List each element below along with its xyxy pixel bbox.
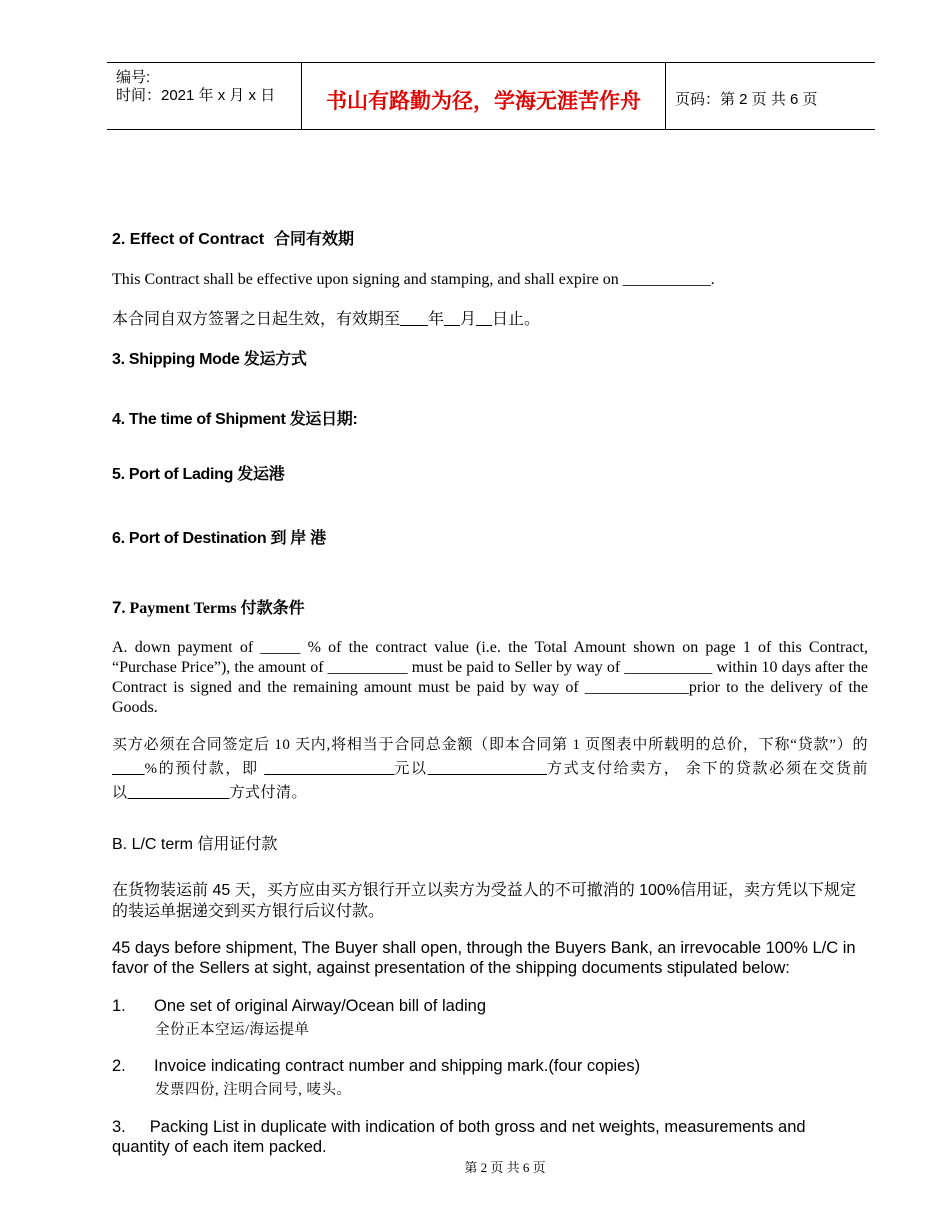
document-item-2-english: Invoice indicating contract number and shipping mark.(four copies)	[154, 1057, 641, 1075]
a-cn-part-3: 元以	[394, 761, 428, 777]
section-3-heading: 3. Shipping Mode 发运方式	[112, 351, 307, 368]
document-item-3-number: 3.	[112, 1118, 126, 1136]
motto-text: 书山有路勤为径，学海无涯苦作舟	[326, 90, 641, 113]
blank-percent	[112, 761, 145, 777]
page-footer: 第 2 页 共 6 页	[464, 1160, 546, 1175]
section-7-title: . Payment Terms 付款条件	[121, 600, 305, 617]
section-7-number: 7	[112, 598, 122, 617]
document-item-2-chinese: 发票四份, 注明合同号, 唛头。	[155, 1082, 352, 1098]
section-2-cn-a: 本合同自双方签署之日起生效，有效期至	[112, 311, 401, 328]
blank-amount	[264, 761, 394, 777]
document-item-1-number: 1.	[112, 997, 126, 1015]
payment-term-b-heading	[112, 835, 277, 855]
payment-term-b-chinese: 在货物装运前 45 天，买方应由买方银行开立以卖方为受益人的不可撤消的 100%信用证，卖方凭以下规定的装运单据递交到买方银行后议付款。	[112, 882, 857, 920]
section-2-cn-c: 月	[460, 311, 477, 328]
blank-method-2	[128, 785, 230, 801]
payment-term-a-chinese	[112, 733, 868, 805]
payment-term-b-english: 45 days before shipment, The Buyer shall open, through the Buyers Bank, an irrevocable 100% L/C in favor of the Sellers at sight, against presentation of the shipping documents stipulated below:	[112, 939, 856, 977]
header-page-cell	[666, 63, 875, 129]
section-6-heading: 6. Port of Destination 到 岸 港	[112, 530, 326, 547]
document-time-label: 时间：2021 年 x 月 x 日	[116, 87, 276, 104]
a-cn-part-1: 买方必须在合同签定后 10 天内,将相当于合同总金额（即本合同第 1 页图表中所载明的总价，下称“贷款”）的	[112, 737, 868, 753]
document-item-3	[112, 1117, 852, 1157]
header-info-cell	[107, 63, 302, 129]
section-2-english: This Contract shall be effective upon signing and stamping, and shall expire on ___________.	[112, 271, 715, 288]
a-cn-part-4: 方式支付给卖方， 余下的贷款必须在交货前以	[112, 761, 869, 801]
lc-term-title: B. L/C term 信用证付款	[112, 836, 278, 853]
page-number-label: 页码：第 2 页 共 6 页	[675, 91, 818, 108]
blank-method-1	[428, 761, 547, 777]
section-4-heading: 4. The time of Shipment 发运日期:	[112, 411, 358, 428]
document-item-3-english: Packing List in duplicate with indication of both gross and net weights, measurements and quantity of each item packed.	[112, 1118, 806, 1156]
section-2-cn-d: 日止。	[492, 311, 541, 328]
section-2-title-en: 2. Effect of Contract	[112, 231, 265, 248]
payment-term-a-english: A. down payment of _____ % of the contract value (i.e. the Total Amount shown on page 1 of this Contract, “Purchase Price”), the amount of __________ must be paid to Seller by way of ___________ within 10 days after the Contract is signed and the remaining amount must be paid by way of _____________prior to the delivery of the Goods.	[112, 639, 868, 716]
page-header	[107, 62, 875, 130]
document-item-2-number: 2.	[112, 1057, 126, 1075]
section-2-heading	[112, 230, 354, 250]
a-cn-part-5: 方式付清。	[229, 785, 308, 801]
header-motto-cell	[302, 63, 666, 129]
document-number-label: 编号:	[116, 69, 151, 86]
blank-year	[400, 311, 428, 328]
blank-day	[476, 311, 492, 328]
section-2-chinese	[112, 310, 540, 330]
section-7-heading	[112, 598, 305, 619]
document-item-1-english: One set of original Airway/Ocean bill of lading	[154, 997, 487, 1015]
a-cn-part-2: %的预付款，即	[144, 761, 259, 777]
blank-month	[444, 311, 460, 328]
section-5-heading: 5. Port of Lading 发运港	[112, 466, 285, 483]
section-2-title-cn: 合同有效期	[274, 231, 355, 248]
section-2-cn-b: 年	[428, 311, 445, 328]
document-item-1-chinese: 全份正本空运/海运提单	[155, 1022, 310, 1038]
